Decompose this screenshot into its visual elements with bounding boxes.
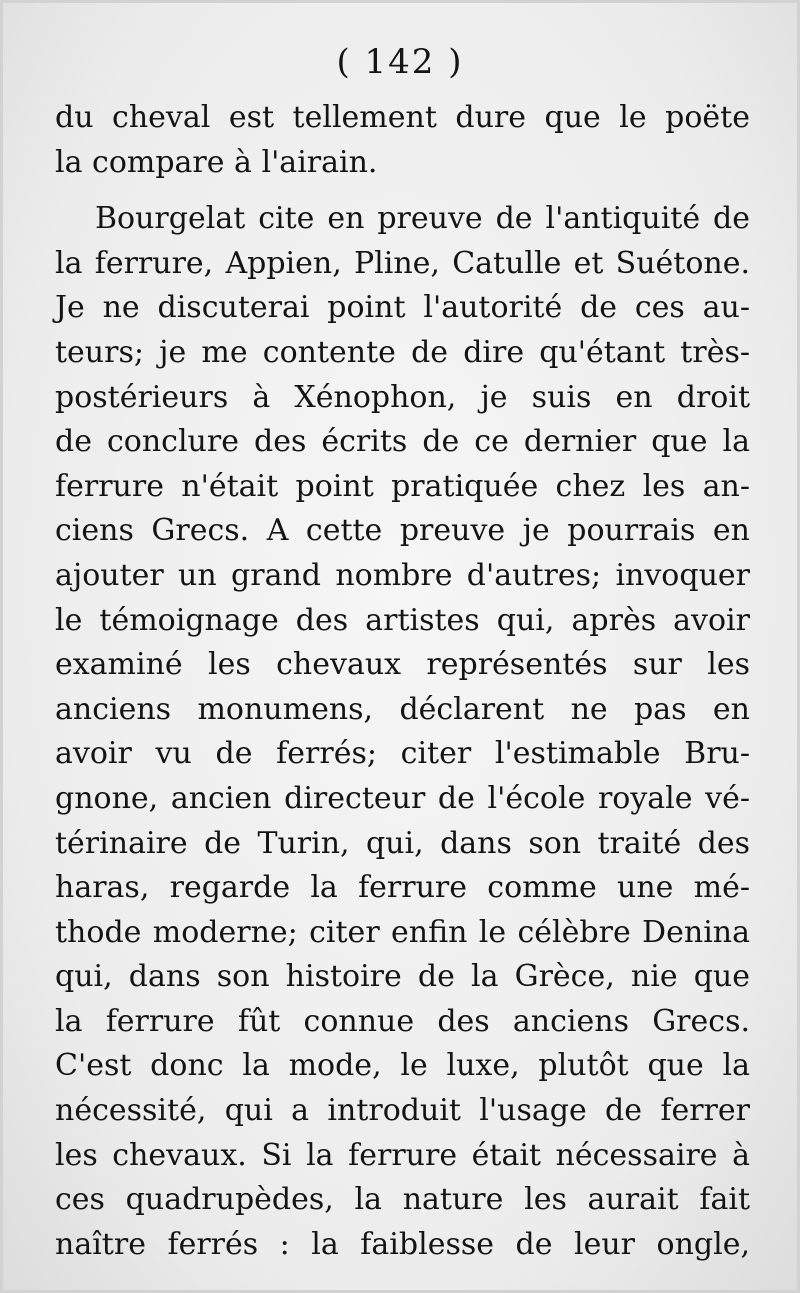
text-line: ces quadrupèdes, la nature les aurait fait	[55, 1182, 750, 1218]
text-line: anciens monumens, déclarent ne pas en	[55, 691, 750, 727]
text-line: postérieurs à Xénophon, je suis en droit	[55, 379, 750, 415]
text-line: du cheval est tellement dure que le poëte	[55, 100, 750, 135]
text-line: ciens Grecs. A cette preuve je pourrais en	[55, 513, 750, 549]
text-line: teurs; je me contente de dire qu'étant très-	[55, 334, 750, 370]
text-line: la ferrure, Appien, Pline, Catulle et Suétone.	[55, 245, 750, 281]
text-line: thode moderne; citer enfin le célèbre Denina	[55, 914, 750, 950]
page-number: ( 142 )	[336, 42, 464, 82]
text-line: la compare à l'airain.	[55, 144, 378, 180]
text-line: haras, regarde la ferrure comme une mé-	[55, 870, 750, 906]
text-line: qui, dans son histoire de la Grèce, nie que	[55, 959, 750, 995]
text-line: la ferrure fût connue des anciens Grecs.	[55, 1003, 750, 1039]
text-line: examiné les chevaux représentés sur les	[55, 647, 750, 683]
text-line: le témoignage des artistes qui, après avoir	[55, 602, 750, 638]
text-line: Je ne discuterai point l'autorité de ces au-	[55, 290, 750, 326]
body-text	[55, 96, 750, 1267]
text-line: les chevaux. Si la ferrure était nécessaire à	[55, 1137, 750, 1173]
text-line: naître ferrés : la faiblesse de leur ongle,	[55, 1226, 750, 1262]
text-line: Bourgelat cite en preuve de l'antiquité de	[95, 201, 750, 237]
text-line: ferrure n'était point pratiquée chez les an-	[55, 468, 750, 504]
text-line: térinaire de Turin, qui, dans son traité des	[55, 825, 750, 861]
text-line: gnone, ancien directeur de l'école royale vé-	[55, 780, 750, 816]
text-line: C'est donc la mode, le luxe, plutôt que la	[55, 1048, 750, 1084]
text-line: de conclure des écrits de ce dernier que la	[55, 424, 750, 460]
text-line: nécessité, qui a introduit l'usage de ferrer	[55, 1093, 750, 1129]
text-line: ajouter un grand nombre d'autres; invoquer	[55, 557, 750, 593]
text-line: avoir vu de ferrés; citer l'estimable Bru-	[55, 736, 750, 772]
